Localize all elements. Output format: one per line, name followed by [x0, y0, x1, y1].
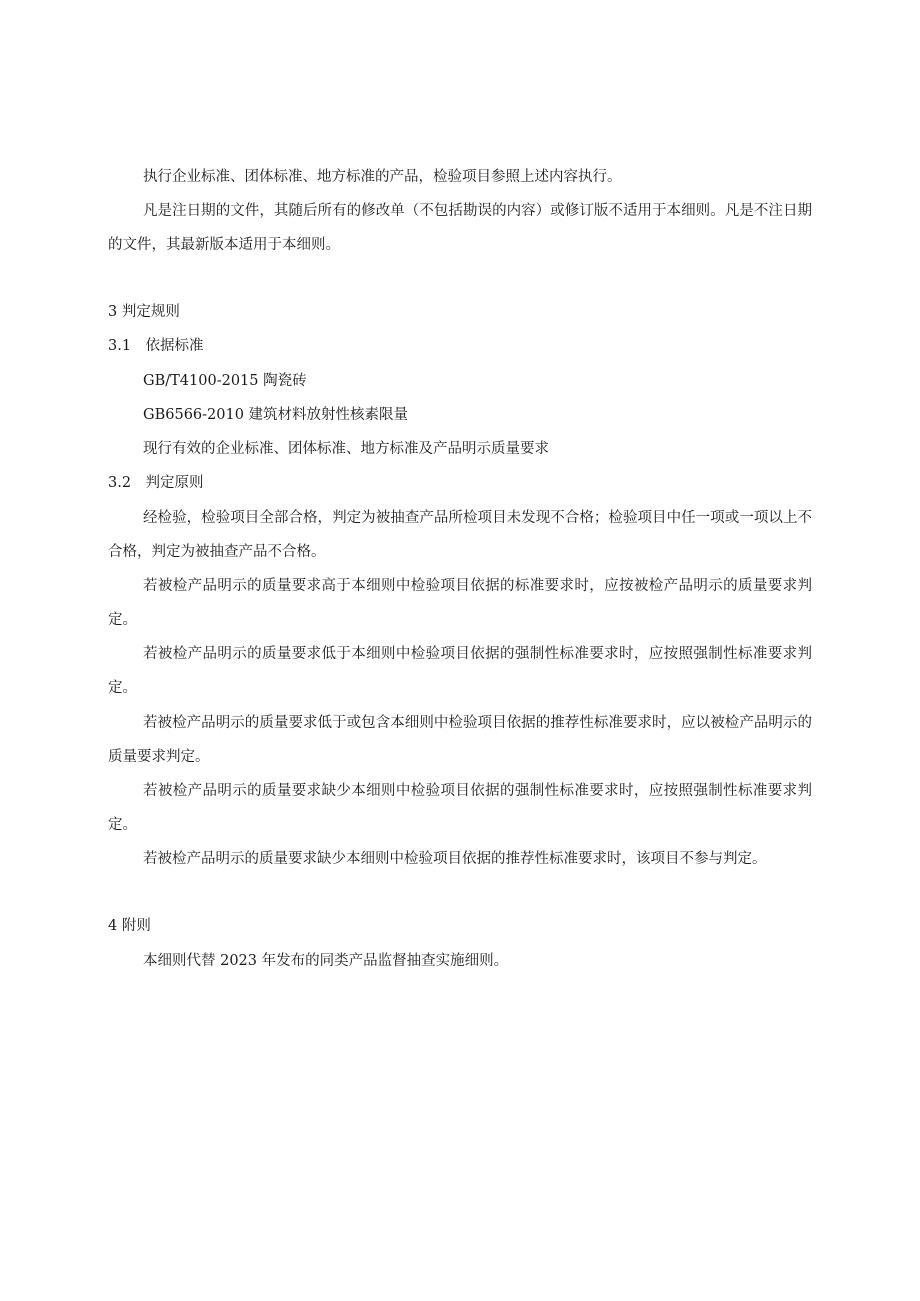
- section-3-1-heading: 3.1 依据标准: [108, 338, 204, 354]
- standard-item-1: GB/T4100-2015 陶瓷砖: [143, 373, 307, 389]
- judgment-paragraph-5: 若被检产品明示的质量要求缺少本细则中检验项目依据的强制性标准要求时，应按照强制性标准要求判定。: [108, 783, 812, 833]
- judgment-paragraph-2: 若被检产品明示的质量要求高于本细则中检验项目依据的标准要求时，应按被检产品明示的质量要求判定。: [108, 578, 812, 628]
- judgment-paragraph-4: 若被检产品明示的质量要求低于或包含本细则中检验项目依据的推荐性标准要求时，应以被检产品明示的质量要求判定。: [108, 715, 812, 765]
- section-3-2-heading: 3.2 判定原则: [108, 475, 204, 491]
- judgment-paragraph-1: 经检验，检验项目全部合格，判定为被抽查产品所检项目未发现不合格；检验项目中任一项或一项以上不合格，判定为被抽查产品不合格。: [108, 510, 812, 560]
- judgment-paragraph-6: 若被检产品明示的质量要求缺少本细则中检验项目依据的推荐性标准要求时，该项目不参与判定。: [143, 851, 767, 867]
- section-4-heading: 4 附则: [108, 918, 151, 934]
- intro-paragraph-1: 执行企业标准、团体标准、地方标准的产品，检验项目参照上述内容执行。: [143, 169, 622, 185]
- appendix-paragraph: 本细则代替 2023 年发布的同类产品监督抽查实施细则。: [143, 953, 509, 969]
- standard-item-3: 现行有效的企业标准、团体标准、地方标准及产品明示质量要求: [143, 441, 549, 457]
- judgment-paragraph-3: 若被检产品明示的质量要求低于本细则中检验项目依据的强制性标准要求时，应按照强制性标准要求判定。: [108, 646, 812, 696]
- section-3-heading: 3 判定规则: [108, 304, 180, 320]
- intro-paragraph-2: 凡是注日期的文件，其随后所有的修改单（不包括勘误的内容）或修订版不适用于本细则。凡是不注日期的文件，其最新版本适用于本细则。: [108, 203, 812, 253]
- standard-item-2: GB6566-2010 建筑材料放射性核素限量: [143, 407, 409, 423]
